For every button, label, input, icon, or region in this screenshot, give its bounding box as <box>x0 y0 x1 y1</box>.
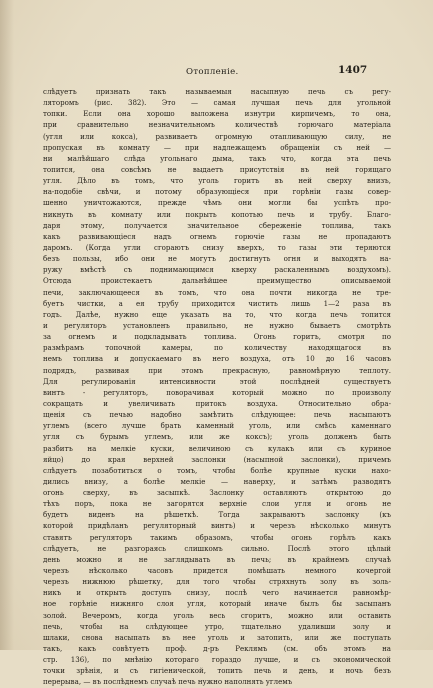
text-line: никнуть въ комнату или покрыть копотью печь и трубу. Благо- <box>43 209 391 219</box>
text-line: пропуская въ комнату — при надлежащемъ обращеніи съ ней — <box>43 142 391 152</box>
text-line: угля. Дѣло въ томъ, что уголь горитъ въ ней сверху внизъ, <box>43 176 391 186</box>
text-line: буетъ чистки, а ея трубу приходится чистить лишь 1—2 раза въ <box>43 298 391 308</box>
text-line: Отсюда проистекаетъ дальнѣйшее преимущество описываемой <box>43 276 391 286</box>
text-line: даромъ. (Когда угли сгораютъ снизу вверхъ, то газы эти теряются <box>43 242 391 252</box>
text-line: стр. 136), по мнѣнію котораго гораздо лучше, и съ экономической <box>43 655 391 665</box>
text-line: винтъ - регуляторъ, поворачивая который можно по произволу <box>43 387 391 397</box>
text-line: размѣрамъ топочной камеры, по количеству находящагося въ <box>43 343 391 353</box>
running-title: Отопленіе. <box>186 67 239 77</box>
text-line: топки. Если она хорошо выложена изнутри кирпичемъ, то она, <box>43 109 391 119</box>
text-line: такъ, какъ совѣтуетъ проф. д-ръ Реклямъ (см. объ этомъ на <box>43 644 391 654</box>
text-line: годъ. Далѣе, нужно еще указать на то, что когда печь топится <box>43 309 391 319</box>
text-line: ляторомъ (рис. 382). Это — самая лучшая печь для угольной <box>43 98 391 108</box>
text-line: день можно и не заглядывать въ печь; въ крайнемъ случаѣ <box>43 554 391 564</box>
text-line: будетъ виденъ на рѣшеткѣ. Тогда закрываютъ заслонку (къ <box>43 510 391 520</box>
text-line: какъ развивающіеся надъ огнемъ горючіе газы не пропадаютъ <box>43 231 391 241</box>
text-line: шенно уничтожаются, прежде чѣмъ они могли бы успѣть про- <box>43 198 391 208</box>
text-line: ни малѣйшаго слѣда угольнаго дыма, такъ что, когда эта печь <box>43 153 391 163</box>
text-line: перерыва, — въ послѣднемъ случаѣ печь нужно наполнять углемъ <box>43 677 293 687</box>
text-line: слѣдуетъ позаботиться о томъ, чтобы болѣе крупные куски нахо- <box>43 465 391 475</box>
text-line: слѣдуетъ, не разгораясь слишкомъ сильно. Послѣ этого цѣлый <box>43 543 391 553</box>
text-line: ставятъ регуляторъ такимъ образомъ, чтобы огонь горѣлъ какъ <box>43 532 391 542</box>
text-line: тѣхъ поръ, пока не загорятся верхніе слои угля и огонь не <box>43 499 391 509</box>
text-line: на-подобіе свѣчи, и потому образующіеся при горѣніи газы совер- <box>43 187 391 197</box>
text-line: сокращать и увеличивать притокъ воздуха. Относительно обра- <box>43 398 391 408</box>
text-line: при сравнительно незначительномъ количествѣ горючаго матеріала <box>43 120 391 130</box>
text-line: углемъ (всего лучше брать каменный уголь, или смѣсь каменнаго <box>43 421 391 431</box>
text-line: никъ и открыть доступъ снизу, послѣ чего начинается равномѣр- <box>43 588 391 598</box>
text-line: золой. Вечеромъ, когда уголь весь сгоритъ, можно или оставить <box>43 610 391 620</box>
text-line: и регуляторъ установленъ правильно, не нужно бываетъ смотрѣть <box>43 320 391 330</box>
body-text <box>43 86 391 688</box>
text-line: точки зрѣнія, и съ гигіенической, топить печь и день, и ночь безъ <box>43 666 391 676</box>
text-line: слѣдуетъ признать такъ называемыя насыпную печь съ регу- <box>43 87 391 96</box>
text-line: угля съ бурымъ углемъ, или же коксъ); уголь долженъ быть <box>43 432 391 442</box>
text-line: черезъ нижнюю рѣшетку, для того чтобы стряхнуть золу въ золь- <box>43 577 391 587</box>
text-line: которой придѣланъ регуляторный винтъ) и черезъ нѣсколько минутъ <box>43 521 391 531</box>
text-line: даря этому, получается значительное сбереженіе топлива, такъ <box>43 220 391 230</box>
text-line: ное горѣніе нижняго слоя угля, который иначе былъ бы засыпанъ <box>43 599 391 609</box>
text-line: печи, заключающееся въ томъ, что она почти никогда не тре- <box>43 287 391 297</box>
text-line: дились внизу, а болѣе мелкіе — наверху, и затѣмъ разводятъ <box>43 476 391 486</box>
spine-shadow <box>0 0 14 650</box>
text-line: печь, чтобы на слѣдующее утро, тщательно удаливши золу и <box>43 621 391 631</box>
text-line: щенія съ печью надобно замѣтить слѣдующее: печь насыпаютъ <box>43 410 391 420</box>
text-line: (угля или кокса), развиваетъ огромную отапливающую силу, не <box>43 131 391 141</box>
text-line: за огнемъ и подкладывать топлива. Огонь горитъ, смотря по <box>43 332 391 342</box>
page-number: 1407 <box>338 64 368 76</box>
text-line: черезъ нѣсколько часовъ придется помѣшать немного кочергой <box>43 566 391 576</box>
text-line: Для регулированія интенсивности этой послѣдней существуетъ <box>43 376 391 386</box>
text-line: безъ пользы, ибо они не могутъ достигнуть огня и выходятъ на- <box>43 254 391 264</box>
text-line: топится, она совсѣмъ не выдаетъ присутствія въ ней горящаго <box>43 164 391 174</box>
text-line: шлаки, снова насыпать въ нее уголь и затопить, или же поступать <box>43 632 391 642</box>
text-line: немъ топлива и допускаемаго въ него воздуха, отъ 10 до 16 часовъ <box>43 354 391 364</box>
text-line: подрядъ, развивая при этомъ прекрасную, равномѣрную теплоту. <box>43 365 391 375</box>
text-line: огонь сверху, въ засыпкѣ. Заслонку оставляютъ открытою до <box>43 488 391 498</box>
text-line: ружу вмѣстѣ съ поднимающимся кверху раскаленнымъ воздухомъ). <box>43 265 391 275</box>
text-line: разбитъ на мелкіе куски, величиною съ кулакъ или съ куриное <box>43 443 391 453</box>
text-line: яйцо) до края верхней заслонки (насыпной заслонки), причемъ <box>43 454 391 464</box>
